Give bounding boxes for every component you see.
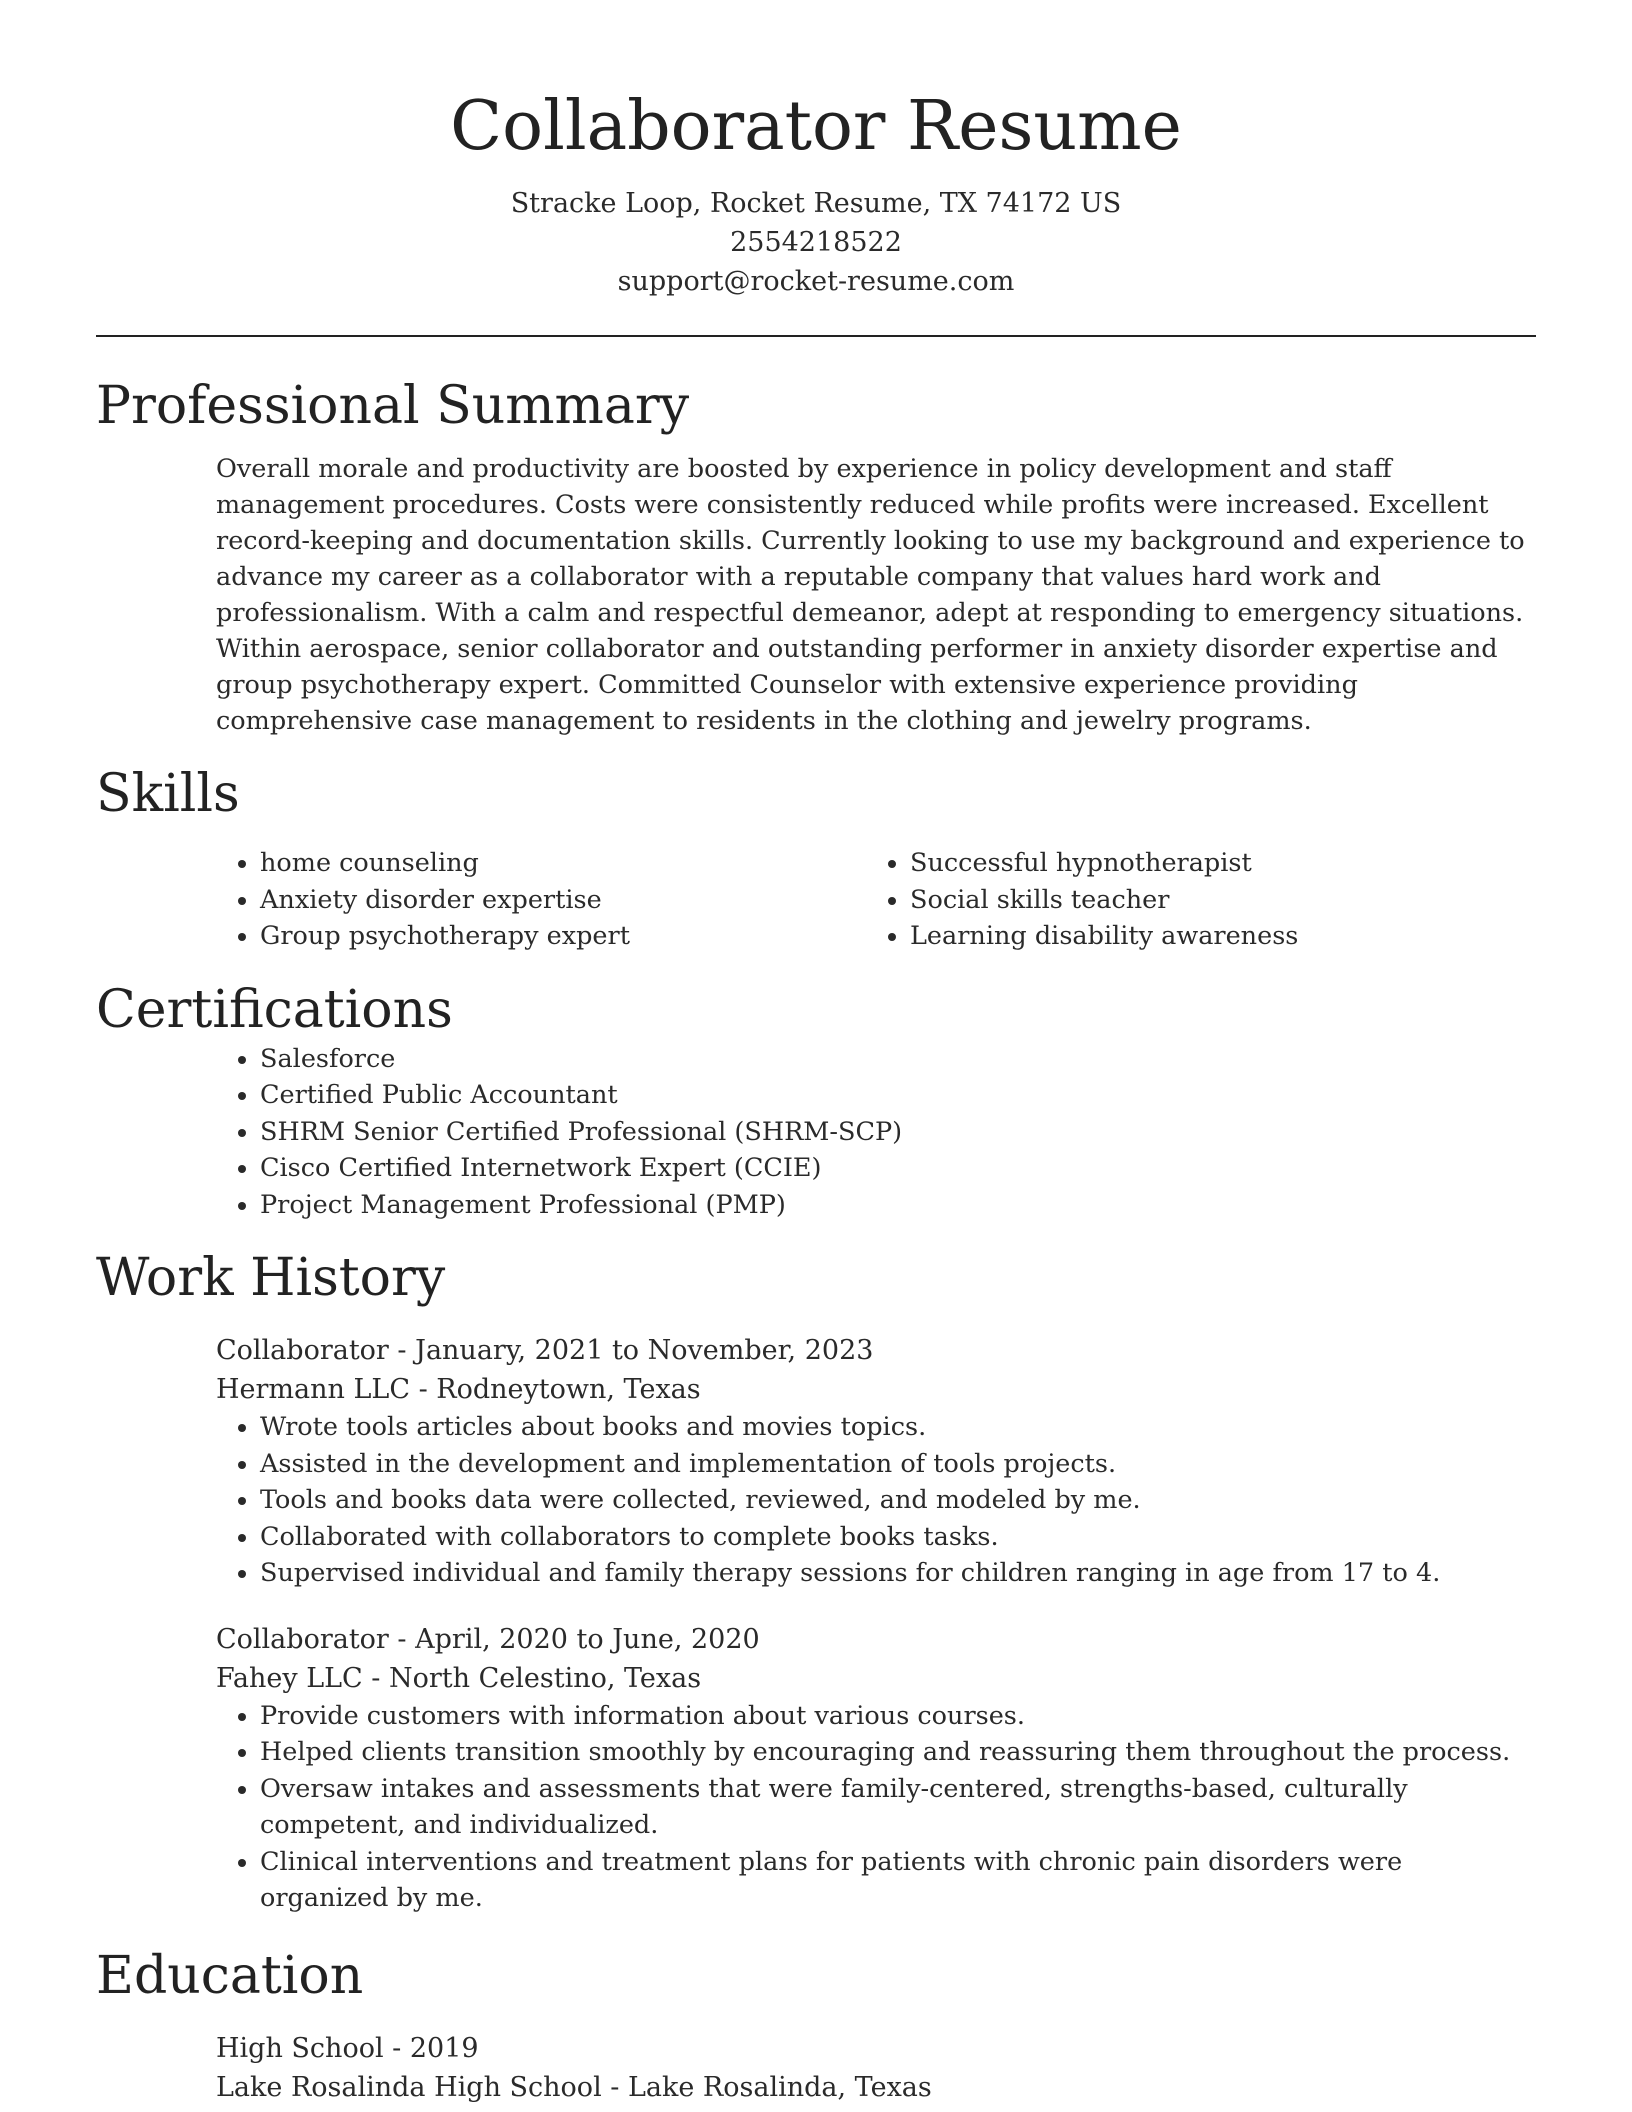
- job-bullets: [96, 1698, 1536, 1917]
- job-bullet: • Assisted in the development and implementation of tools projects.: [260, 1446, 1536, 1483]
- certification-item: • Certified Public Accountant: [260, 1077, 1536, 1114]
- resume-title: Collaborator Resume: [450, 87, 1182, 166]
- certification-item: • Salesforce: [260, 1041, 1536, 1078]
- education-degree-line: High School - 2019: [216, 2032, 479, 2064]
- job-bullets: [96, 1409, 1536, 1592]
- job-bullet: • Tools and books data were collected, reviewed, and modeled by me.: [260, 1482, 1536, 1519]
- summary-text: Overall morale and productivity are boosted by experience in policy development and staff management procedures. Costs were consistently reduced while profits were increased. Excellent record-keeping and documentation skills. Currently looking to use my background and experience to advance my career as a collaborator with a reputable company that values hard work and professionalism. With a calm and respectful demeanor, adept at responding to emergency situations. Within aerospace, senior collaborator and outstanding performer in anxiety disorder expertise and group psychotherapy expert. Committed Counselor with extensive experience providing comprehensive case management to residents in the clothing and jewelry programs.: [216, 454, 1525, 736]
- certifications-list: [96, 1041, 1536, 1224]
- work-history-heading: Work History: [96, 1248, 446, 1308]
- contact-address: Stracke Loop, Rocket Resume, TX 74172 US: [510, 188, 1122, 219]
- skills-list: [96, 845, 1536, 955]
- contact-block: [96, 184, 1536, 301]
- education-school-line: Lake Rosalinda High School - Lake Rosalinda, Texas: [216, 2071, 932, 2103]
- skill-item: • Successful hypnotherapist: [910, 845, 1610, 882]
- resume-page: [96, 0, 1536, 2112]
- certifications-heading: Certifications: [96, 979, 453, 1040]
- contact-email: support@rocket-resume.com: [617, 266, 1015, 297]
- job-bullet: • Oversaw intakes and assessments that were family-centered, strengths-based, culturally competent, and individualized.: [260, 1771, 1536, 1844]
- education-heading: Education: [96, 1945, 364, 2006]
- skills-column-left: [96, 845, 746, 955]
- certification-item: • Project Management Professional (PMP): [260, 1187, 1536, 1224]
- job-title-line: Collaborator - April, 2020 to June, 2020: [216, 1623, 760, 1655]
- resume-header: [96, 0, 1536, 301]
- job-bullet: • Clinical interventions and treatment plans for patients with chronic pain disorders were organized by me.: [260, 1844, 1536, 1917]
- skill-item: • Anxiety disorder expertise: [260, 882, 746, 919]
- certification-item: • SHRM Senior Certified Professional (SHRM-SCP): [260, 1114, 1536, 1151]
- skills-heading: Skills: [96, 764, 240, 824]
- skill-item: • home counseling: [260, 845, 746, 882]
- header-divider: [96, 335, 1536, 337]
- summary-heading: Professional Summary: [96, 376, 690, 436]
- job-header: [216, 1331, 1536, 1409]
- skill-item: • Learning disability awareness: [910, 918, 1610, 955]
- skill-item: • Social skills teacher: [910, 882, 1610, 919]
- education-entry: [216, 2029, 1536, 2107]
- job-company-line: Fahey LLC - North Celestino, Texas: [216, 1662, 702, 1694]
- job-title-line: Collaborator - January, 2021 to November, 2023: [216, 1335, 874, 1366]
- job-bullet: • Supervised individual and family therapy sessions for children ranging in age from 17 to 4.: [260, 1555, 1536, 1592]
- job-bullet: • Provide customers with information about various courses.: [260, 1698, 1536, 1735]
- job-header: [216, 1620, 1536, 1698]
- job-bullet: • Helped clients transition smoothly by encouraging and reassuring them throughout the process.: [260, 1734, 1536, 1771]
- certification-item: • Cisco Certified Internetwork Expert (CCIE): [260, 1150, 1536, 1187]
- skills-column-right: [746, 845, 1610, 955]
- contact-phone: 2554218522: [730, 227, 902, 258]
- job-company-line: Hermann LLC - Rodneytown, Texas: [216, 1374, 701, 1405]
- job-bullet: • Collaborated with collaborators to complete books tasks.: [260, 1519, 1536, 1556]
- skill-item: • Group psychotherapy expert: [260, 918, 746, 955]
- job-bullet: • Wrote tools articles about books and movies topics.: [260, 1409, 1536, 1446]
